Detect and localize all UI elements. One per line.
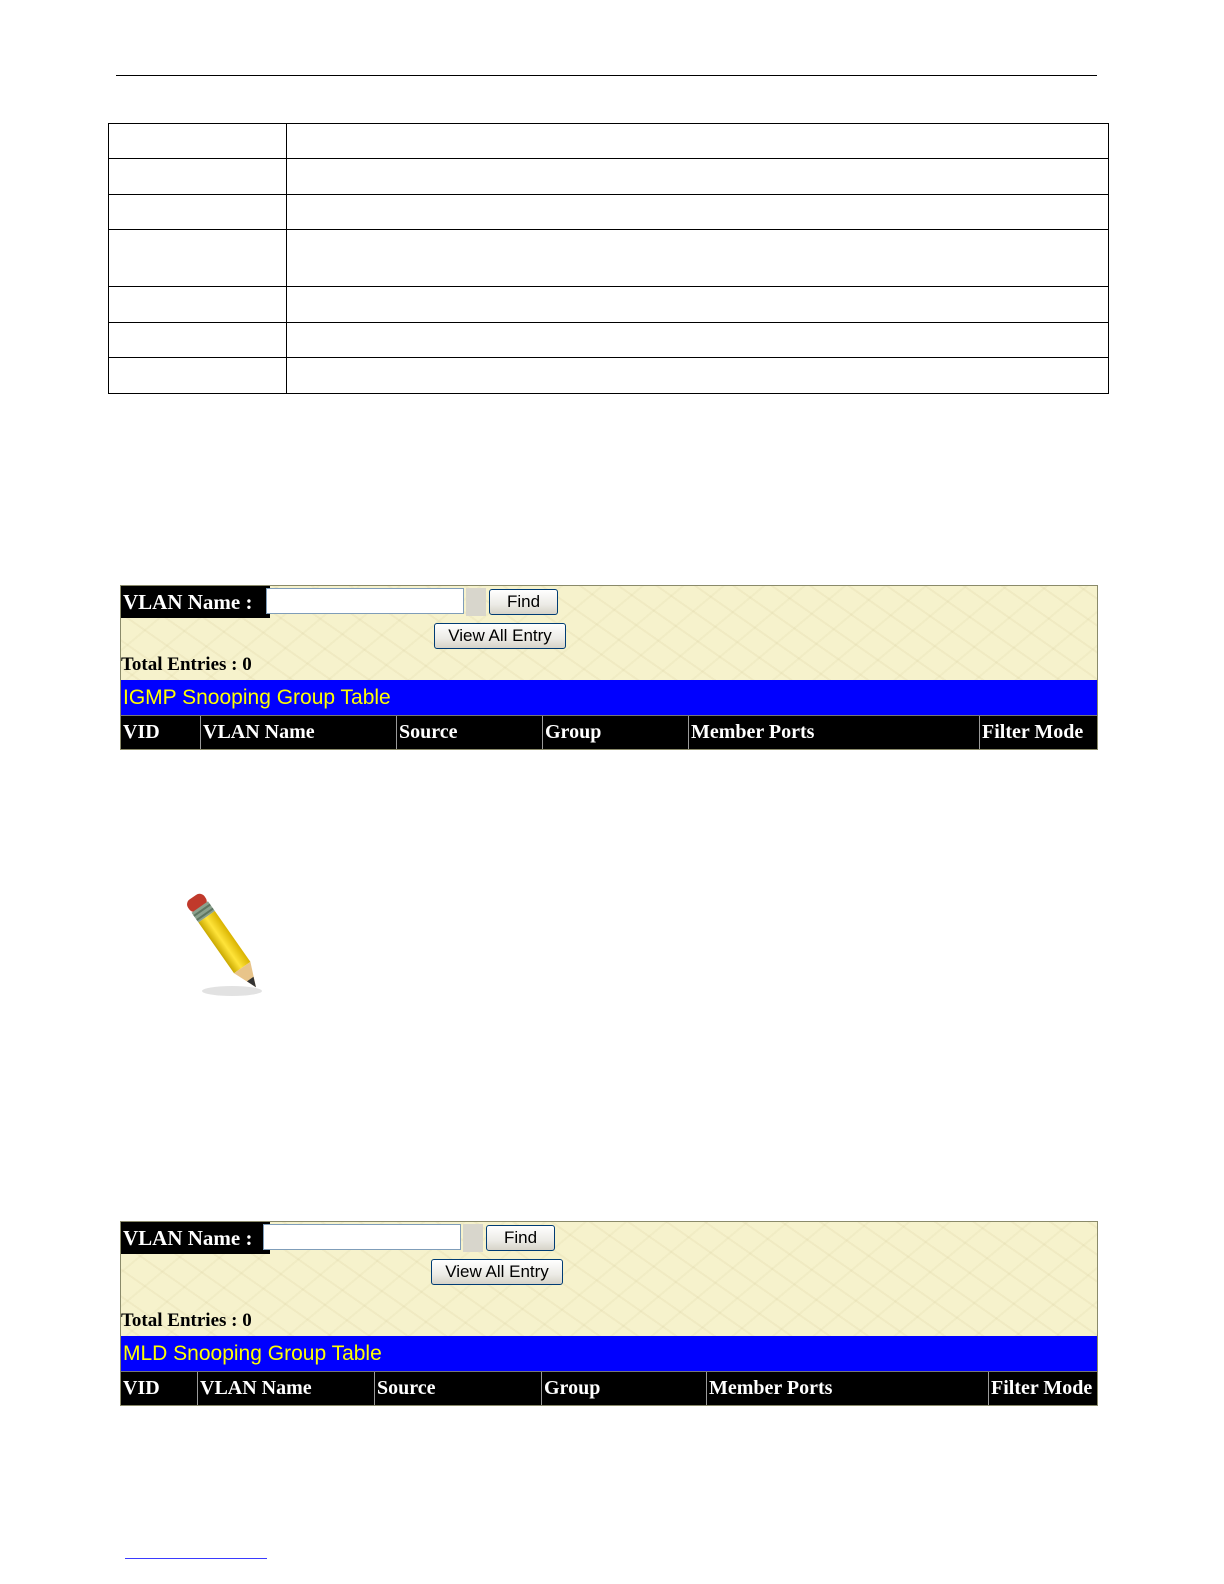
desc-cell <box>287 195 1109 230</box>
pencil-icon <box>170 883 280 1003</box>
desc-cell <box>287 323 1109 358</box>
param-cell <box>109 124 287 159</box>
column-header-vlan-name: VLAN Name <box>197 1372 374 1405</box>
param-cell <box>109 287 287 323</box>
table-title: IGMP Snooping Group Table <box>121 680 1097 715</box>
view-all-entry-button[interactable]: View All Entry <box>434 623 566 649</box>
param-cell <box>109 159 287 195</box>
input-gap <box>463 1224 483 1252</box>
column-header-filter-mode: Filter Mode <box>979 716 1097 749</box>
param-cell <box>109 358 287 394</box>
table-header-row <box>121 715 1097 749</box>
table-row <box>109 323 1109 358</box>
find-button[interactable]: Find <box>486 1225 555 1251</box>
param-cell <box>109 195 287 230</box>
parameter-table <box>108 123 1109 394</box>
param-cell <box>109 230 287 287</box>
vlan-name-input[interactable] <box>263 1224 461 1250</box>
column-header-source: Source <box>396 716 542 749</box>
vlan-name-label: VLAN Name : <box>121 586 270 618</box>
table-row <box>109 358 1109 394</box>
table-row <box>109 230 1109 287</box>
vlan-name-input[interactable] <box>266 588 464 614</box>
input-gap <box>466 588 486 616</box>
desc-cell <box>287 230 1109 287</box>
column-header-member-ports: Member Ports <box>688 716 979 749</box>
header-rule <box>116 75 1097 76</box>
column-header-source: Source <box>374 1372 541 1405</box>
igmp-snooping-panel <box>120 585 1098 750</box>
column-header-vid: VID <box>123 721 160 743</box>
table-row <box>109 159 1109 195</box>
table-title: MLD Snooping Group Table <box>121 1336 1097 1371</box>
table-row <box>109 287 1109 323</box>
table-header-row <box>121 1371 1097 1405</box>
column-header-group: Group <box>541 1372 706 1405</box>
view-all-entry-button[interactable]: View All Entry <box>431 1259 563 1285</box>
total-entries: Total Entries : 0 <box>121 654 252 675</box>
mld-snooping-panel <box>120 1221 1098 1406</box>
desc-cell <box>287 287 1109 323</box>
table-row <box>109 124 1109 159</box>
column-header-vlan-name: VLAN Name <box>200 716 396 749</box>
column-header-member-ports: Member Ports <box>706 1372 988 1405</box>
footer-link-rule <box>125 1558 267 1559</box>
column-header-group: Group <box>542 716 688 749</box>
table-row <box>109 195 1109 230</box>
vlan-name-label: VLAN Name : <box>121 1222 270 1254</box>
desc-cell <box>287 159 1109 195</box>
desc-cell <box>287 358 1109 394</box>
find-button[interactable]: Find <box>489 589 558 615</box>
desc-cell <box>287 124 1109 159</box>
param-cell <box>109 323 287 358</box>
total-entries: Total Entries : 0 <box>121 1310 252 1331</box>
column-header-filter-mode: Filter Mode <box>988 1372 1097 1405</box>
column-header-vid: VID <box>123 1377 160 1399</box>
